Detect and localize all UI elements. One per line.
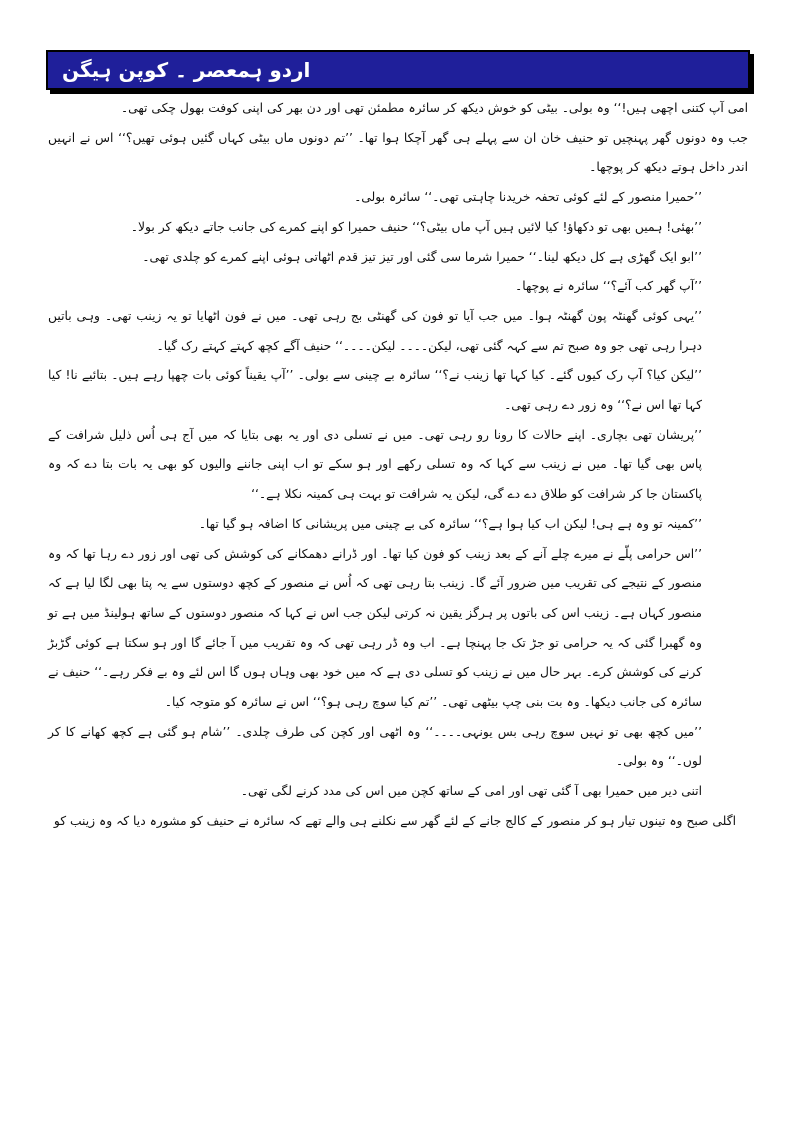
paragraph: ’’لیکن کیا؟ آپ رک کیوں گئے۔ کیا کہا تھا زینب نے؟‘‘ سائرہ بے چینی سے بولی۔ ’’آپ یقیناً کوئی بات چھپا رہے ہیں۔ بتائیے نا! کیا کہا تھا اس نے؟‘‘ وہ زور دے رہی تھی۔ bbox=[48, 368, 702, 413]
paragraph: ’’اس حرامی پلّے نے میرے چلے آنے کے بعد زینب کو فون کیا تھا۔ اور ڈرانے دھمکانے کی کوشش کی تھی اور زور دے رہا تھا کہ وہ منصور کے نتیجے کی تقریب میں ضرور آئے گا۔ زینب بتا رہی تھی کہ اُس نے منصور کے کچھ دوستوں سے یہ پتا بھی لگا لیا ہے کہ منصور کہاں ہے۔ زینب اس کی باتوں پر ہرگز یقین نہ کرتی لیکن جب اس نے کہا کہ منصور دوستوں کے ساتھ ہولینڈ میں ہے تو وہ گھبرا گئی کہ یہ حرامی تو جڑ تک جا پہنچا ہے۔ اب وہ ڈر رہی تھی کہ وہ تقریب میں آ جائے گا اور ہو سکتا ہے کوئی گڑبڑ کرنے کی کوشش کرے۔ بہر حال میں نے زینب کو تسلی دی ہے کہ میں خود بھی وہاں ہوں گا اس لئے وہ بے فکر رہے۔‘‘ حنیف نے سائرہ کی جانب دیکھا۔ وہ بت بنی چپ بیٹھی تھی۔ ’’تم کیا سوچ رہی ہو؟‘‘ اس نے سائرہ کو متوجہ کیا۔ bbox=[48, 546, 702, 710]
paragraph: ’’یہی کوئی گھنٹہ پون گھنٹہ ہوا۔ میں جب آیا تو فون کی گھنٹی بج رہی تھی۔ میں نے فون اٹھایا تو یہ زینب تھی۔ وہی باتیں دہرا رہی تھی جو وہ صبح تم سے کہہ گئی تھی، لیکن۔۔۔۔ لیکن۔۔۔۔‘‘ حنیف آگے کچھ کہتے کہتے رک گیا۔ bbox=[48, 308, 702, 353]
paragraph: ’’آپ گھر کب آئے؟‘‘ سائرہ نے پوچھا۔ bbox=[515, 279, 702, 294]
paragraph: اگلی صبح وہ تینوں تیار ہو کر منصور کے کالج جانے کے لئے گھر سے نکلنے ہی والے تھے کہ سائرہ نے حنیف کو مشورہ دیا کہ وہ زینب کو bbox=[53, 813, 736, 828]
paragraph: ’’حمیرا منصور کے لئے کوئی تحفہ خریدنا چاہتی تھی۔‘‘ سائرہ بولی۔ bbox=[354, 190, 702, 205]
magazine-title: اردو ہمعصر ۔ کوپن ہیگن bbox=[62, 58, 311, 82]
paragraph: ’’میں کچھ بھی تو نہیں سوچ رہی بس یونہی۔۔۔۔‘‘ وہ اٹھی اور کچن کی طرف چلدی۔ ’’شام ہو گئی ہے کچھ کھانے کا کر لوں۔‘‘ وہ بولی۔ bbox=[48, 724, 702, 769]
paragraph: ’’بھئی! ہمیں بھی تو دکھاؤ! کیا لائیں ہیں آپ ماں بیٹی؟‘‘ حنیف حمیرا کو اپنے کمرے کی جانب جاتے دیکھ کر بولا۔ bbox=[130, 219, 702, 234]
paragraph: ’’ابو ایک گھڑی ہے کل دیکھ لینا۔‘‘ حمیرا شرما سی گئی اور تیز تیز قدم اٹھاتی ہوئی اپنے کمرے کو چلدی تھی۔ bbox=[142, 249, 702, 264]
paragraph: اتنی دیر میں حمیرا بھی آ گئی تھی اور امی کے ساتھ کچن میں اس کی مدد کرنے لگی تھی۔ bbox=[240, 784, 702, 799]
article-body bbox=[48, 94, 748, 837]
paragraph: ’’پریشان تھی بچاری۔ اپنے حالات کا رونا رو رہی تھی۔ میں نے تسلی دی اور یہ بھی بتایا کہ میں آج ہی اُس ذلیل شرافت کے پاس بھی گیا تھا۔ میں نے زینب سے کہا کہ وہ تسلی رکھے اور ہو سکے تو اب اپنی جاننے والیوں کو بھی یہ بات بتا دے کہ وہ پاکستان جا کر شرافت کو طلاق دے دے گی، لیکن یہ شرافت تو بہت ہی کمینہ نکلا ہے۔‘‘ bbox=[48, 427, 702, 502]
header-bar bbox=[46, 50, 750, 90]
paragraph: امی آپ کتنی اچھی ہیں!‘‘ وہ بولی۔ بیٹی کو خوش دیکھ کر سائرہ مطمئن تھی اور دن بھر کی اپنی کوفت بھول چکی تھی۔ bbox=[120, 101, 748, 115]
paragraph: جب وہ دونوں گھر پہنچیں تو حنیف خان ان سے پہلے ہی گھر آچکا ہوا تھا۔ ’’تم دونوں ماں بیٹی کہاں گئیں ہوئی تھیں؟‘‘ اس نے انہیں اندر داخل ہوتے دیکھ کر پوچھا۔ bbox=[48, 130, 748, 175]
paragraph: ’’کمینہ تو وہ ہے ہی! لیکن اب کیا ہوا ہے؟‘‘ سائرہ کی بے چینی میں پریشانی کا اضافہ ہو گیا تھا۔ bbox=[198, 516, 702, 531]
